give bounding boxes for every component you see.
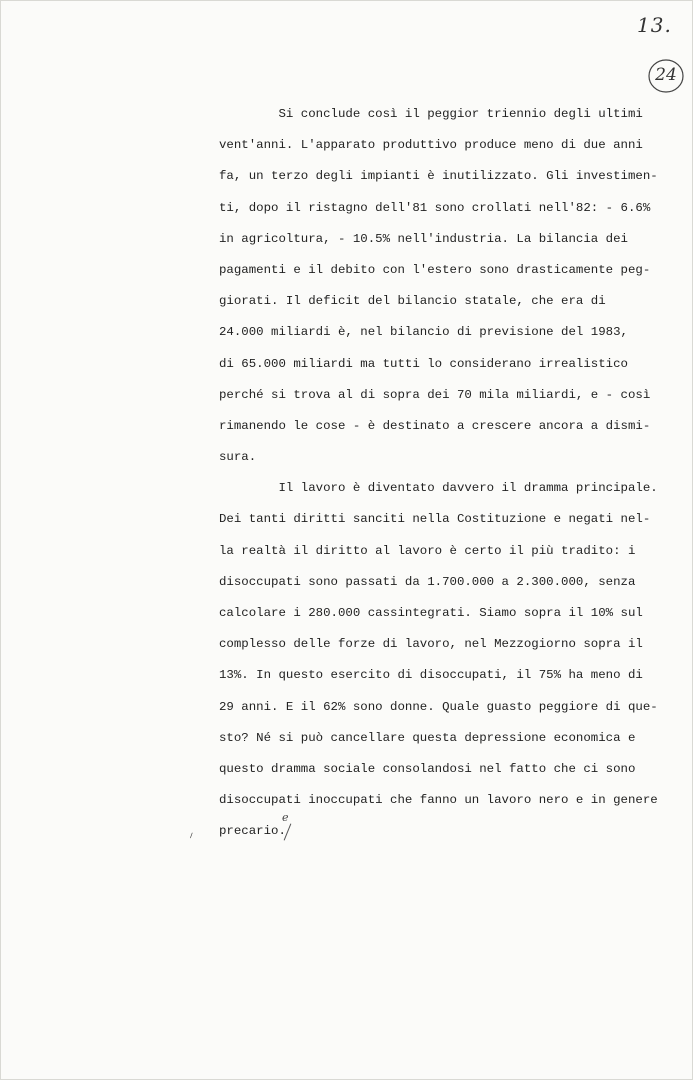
text-line: sto? Né si può cancellare questa depressione economica e — [219, 730, 636, 745]
text-line: vent'anni. L'apparato produttivo produce meno di due anni — [219, 138, 643, 153]
text-line: di 65.000 miliardi ma tutti lo considerano irrealistico — [219, 356, 628, 371]
paragraph-1 — [219, 99, 658, 473]
text-line: ti, dopo il ristagno dell'81 sono crollati nell'82: - 6.6% — [219, 200, 651, 215]
text-line: 13%. In questo esercito di disoccupati, il 75% ha meno di — [219, 668, 643, 683]
margin-tick-mark: ⸝ — [184, 825, 196, 841]
text-line: precario. — [219, 824, 286, 839]
text-line: Il lavoro è diventato davvero il dramma principale. — [219, 481, 658, 496]
text-line: sura. — [219, 450, 257, 465]
paragraph-2 — [219, 473, 658, 847]
text-line: la realtà il diritto al lavoro è certo il più tradito: i — [219, 543, 636, 558]
text-line: questo dramma sociale consolandosi nel fatto che ci sono — [219, 761, 636, 776]
circled-page-number — [647, 57, 685, 95]
text-line: complesso delle forze di lavoro, nel Mezzogiorno sopra il — [219, 637, 643, 652]
text-line: perché si trova al di sopra dei 70 mila miliardi, e - così — [219, 387, 651, 402]
text-line: disoccupati sono passati da 1.700.000 a 2.300.000, senza — [219, 574, 636, 589]
text-line: pagamenti e il debito con l'estero sono drasticamente peg- — [219, 262, 651, 277]
text-line: 24.000 miliardi è, nel bilancio di previsione del 1983, — [219, 325, 628, 340]
text-line: calcolare i 280.000 cassintegrati. Siamo sopra il 10% sul — [219, 606, 643, 620]
body-text — [219, 99, 658, 848]
text-line: rimanendo le cose - è destinato a crescere ancora a dismi- — [219, 418, 651, 433]
text-line: Dei tanti diritti sanciti nella Costituzione e negati nel- — [219, 512, 651, 527]
page-number: 13. — [637, 13, 672, 37]
text-line: giorati. Il deficit del bilancio statale, che era di — [219, 294, 606, 309]
circled-number-text: 24 — [655, 65, 677, 85]
text-line: in agricoltura, - 10.5% nell'industria. La bilancia dei — [219, 231, 628, 246]
handwritten-insert-letter: e — [282, 811, 289, 824]
text-line: fa, un terzo degli impianti è inutilizzato. Gli investimen- — [219, 169, 658, 184]
text-line: disoccupati inoccupati che fanno un lavoro nero e in genere — [219, 793, 658, 808]
text-line: Si conclude così il peggior triennio degli ultimi — [219, 107, 643, 121]
text-line: 29 anni. E il 62% sono donne. Quale guasto peggiore di que- — [219, 699, 658, 714]
